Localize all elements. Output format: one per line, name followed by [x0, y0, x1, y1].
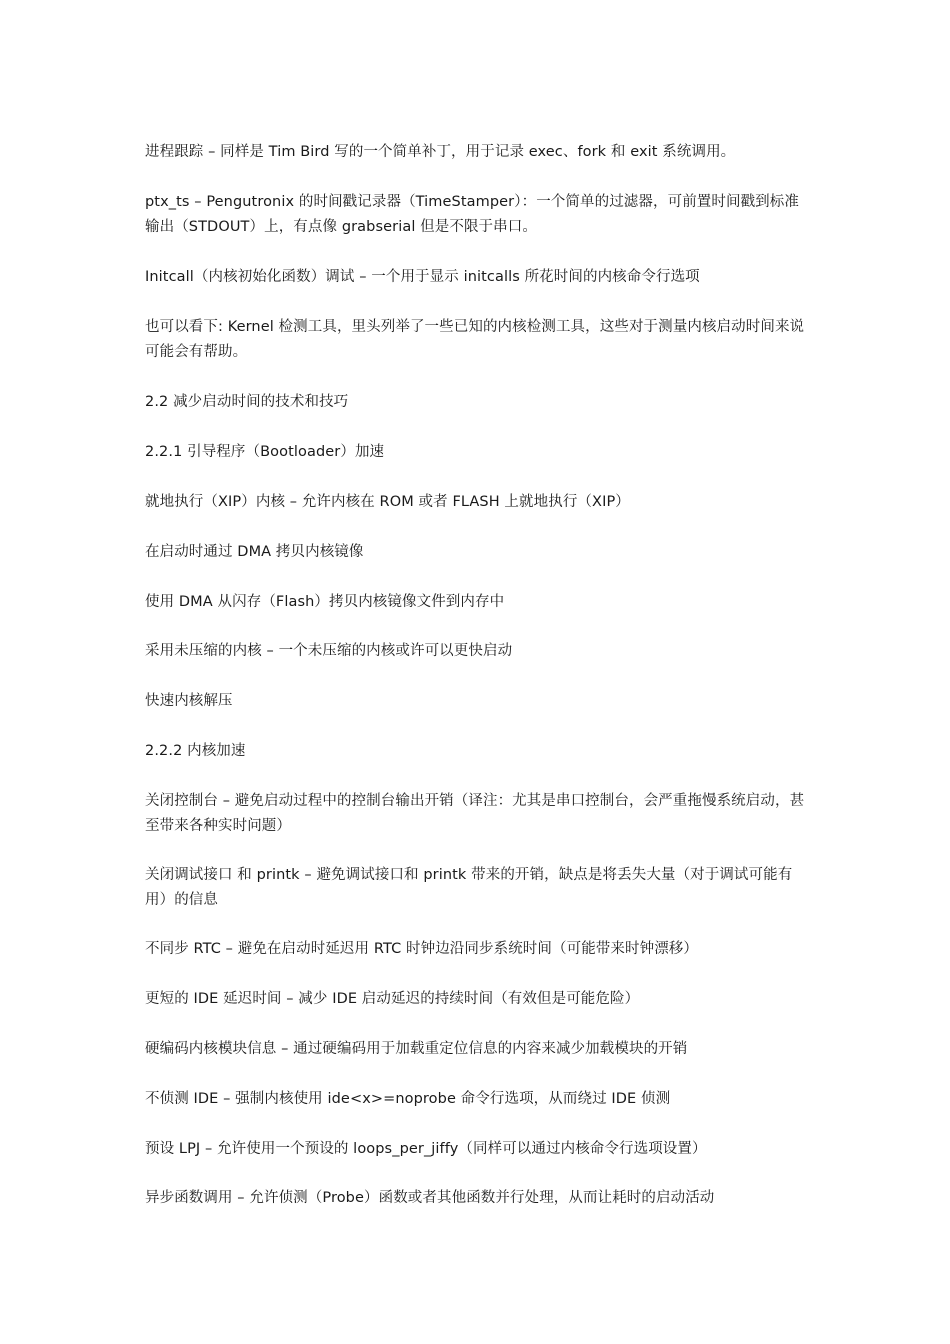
paragraph-fast-decompress: 快速内核解压	[145, 693, 233, 709]
paragraph-short-ide-delay: 更短的 IDE 延迟时间 – 减少 IDE 启动延迟的持续时间（有效但是可能危险）	[145, 991, 640, 1007]
paragraph-preset-lpj: 预设 LPJ – 允许使用一个预设的 loops_per_jiffy（同样可以通过内核命令行选项设置）	[145, 1141, 707, 1157]
paragraph-initcall-debug: Initcall（内核初始化函数）调试 – 一个用于显示 initcalls 所花时间的内核命令行选项	[145, 269, 700, 285]
paragraph-process-trace: 进程跟踪 – 同样是 Tim Bird 写的一个简单补丁，用于记录 exec、fork 和 exit 系统调用。	[145, 144, 736, 160]
section-heading-2-2: 2.2 减少启动时间的技术和技巧	[145, 394, 349, 410]
paragraph-disable-console: 关闭控制台 – 避免启动过程中的控制台输出开销（译注：尤其是串口控制台，会严重拖慢系统启动，甚至带来各种实时问题）	[145, 793, 805, 834]
section-heading-2-2-2: 2.2.2 内核加速	[145, 743, 246, 759]
paragraph-dma-copy-boot: 在启动时通过 DMA 拷贝内核镜像	[145, 544, 364, 560]
section-heading-2-2-1: 2.2.1 引导程序（Bootloader）加速	[145, 444, 385, 460]
paragraph-dma-copy-flash: 使用 DMA 从闪存（Flash）拷贝内核镜像文件到内存中	[145, 594, 505, 610]
paragraph-kernel-instrumentation: 也可以看下: Kernel 检测工具，里头列举了一些已知的内核检测工具，这些对于测量内核启动时间来说可能会有帮助。	[145, 319, 805, 360]
paragraph-no-ide-probe: 不侦测 IDE – 强制内核使用 ide<x>=noprobe 命令行选项，从而绕过 IDE 侦测	[145, 1091, 671, 1107]
paragraph-disable-printk: 关闭调试接口 和 printk – 避免调试接口和 printk 带来的开销，缺点是将丢失大量（对于调试可能有用）的信息	[145, 867, 793, 908]
paragraph-uncompressed-kernel: 采用未压缩的内核 – 一个未压缩的内核或许可以更快启动	[145, 643, 513, 659]
paragraph-ptx-ts: ptx_ts – Pengutronix 的时间戳记录器（TimeStamper）：一个简单的过滤器，可前置时间戳到标准输出（STDOUT）上，有点像 grabserial 但是不限于串口。	[145, 194, 799, 235]
paragraph-xip-kernel: 就地执行（XIP）内核 – 允许内核在 ROM 或者 FLASH 上就地执行（XIP）	[145, 494, 630, 510]
paragraph-no-rtc-sync: 不同步 RTC – 避免在启动时延迟用 RTC 时钟边沿同步系统时间（可能带来时钟漂移）	[145, 941, 698, 957]
paragraph-hardcode-module-info: 硬编码内核模块信息 – 通过硬编码用于加载重定位信息的内容来减少加载模块的开销	[145, 1041, 688, 1057]
paragraph-async-calls: 异步函数调用 – 允许侦测（Probe）函数或者其他函数并行处理，从而让耗时的启动活动	[145, 1190, 715, 1206]
